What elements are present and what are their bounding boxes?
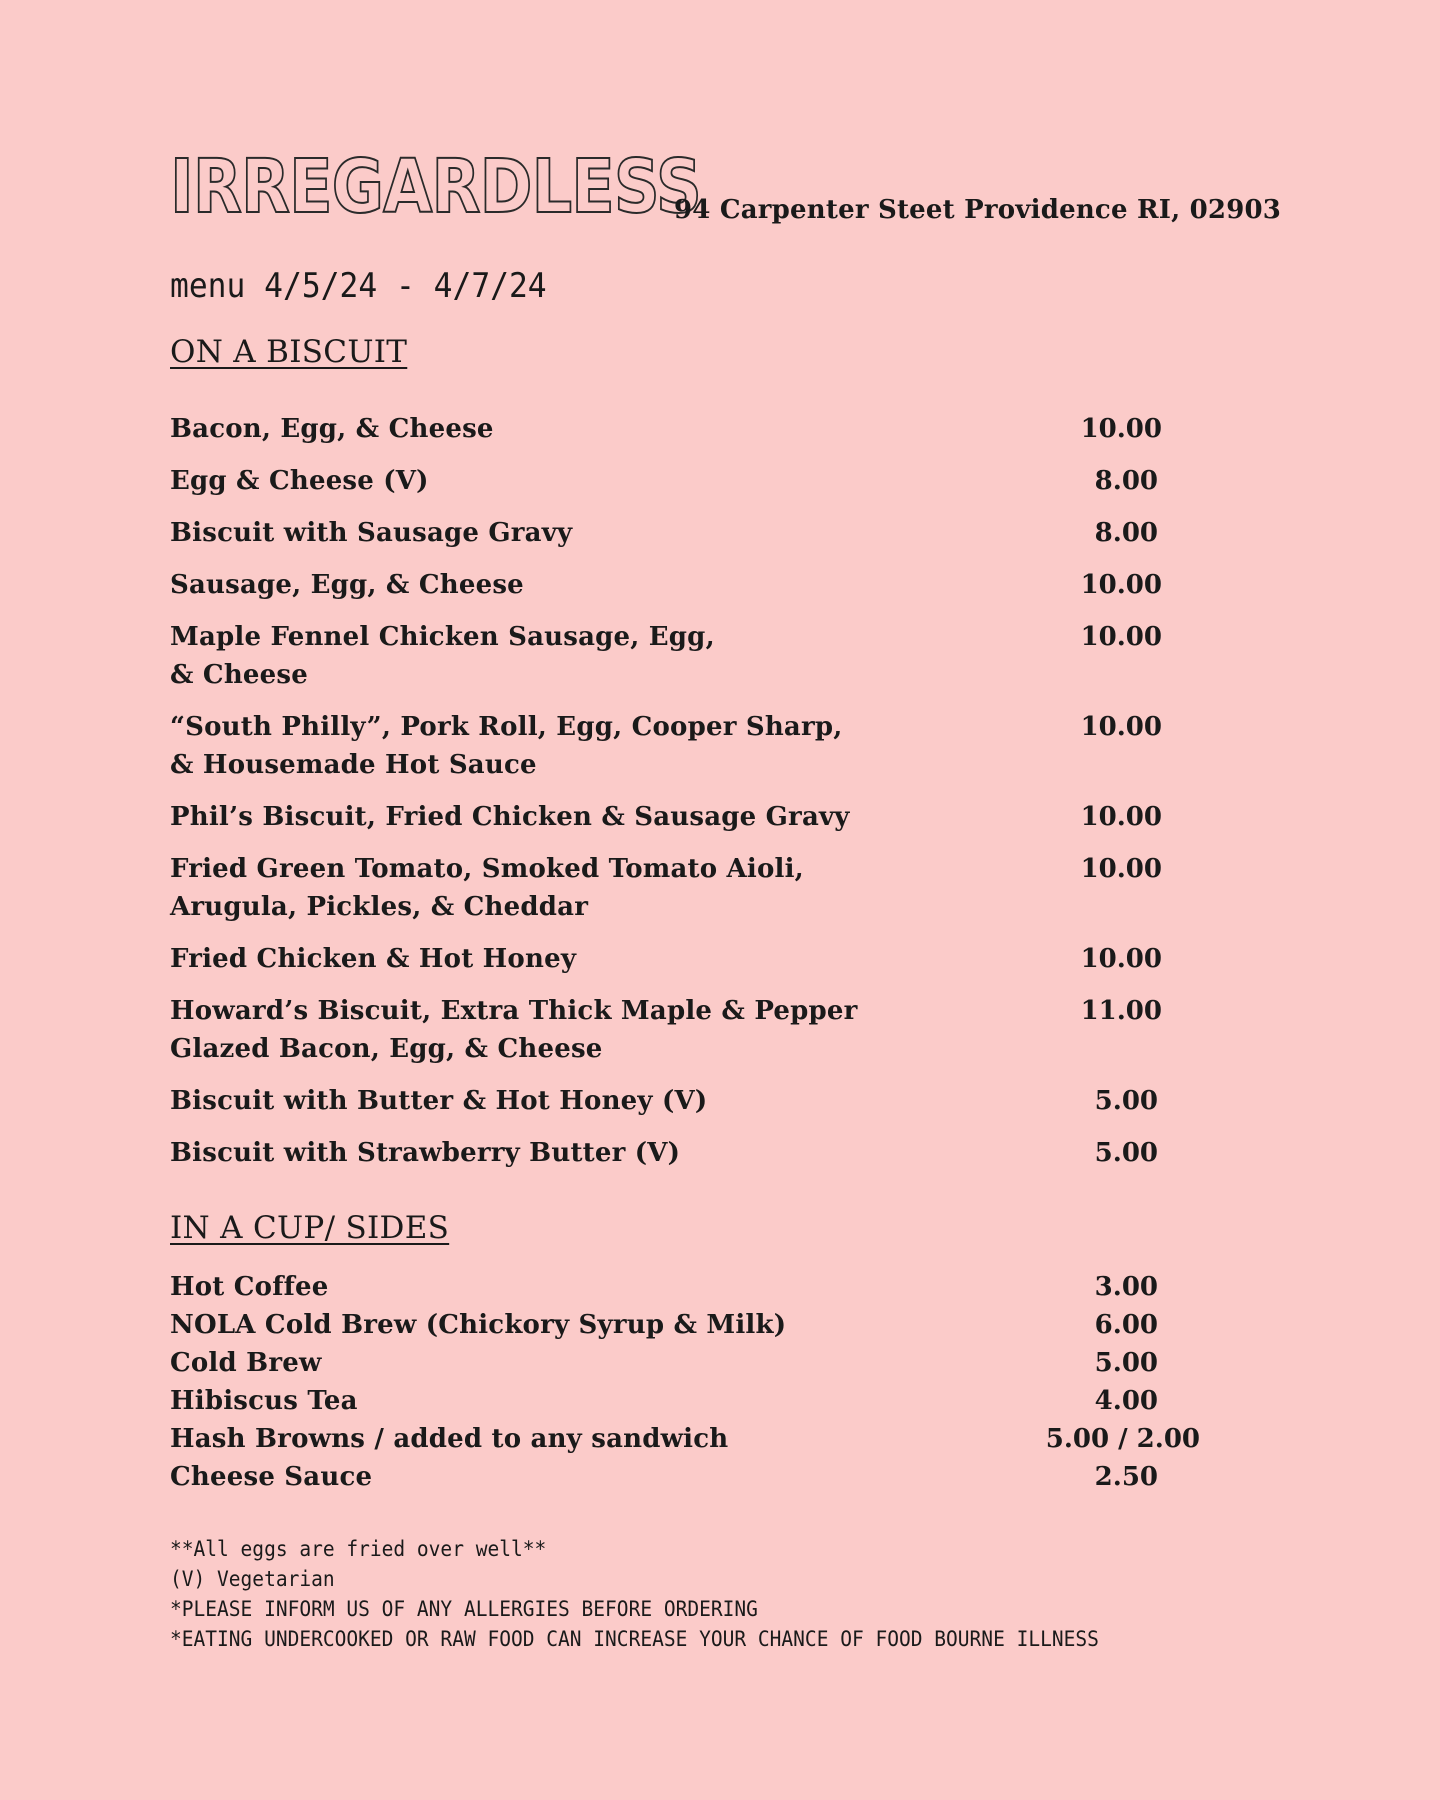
item-price: 8.00 [1094,466,1158,496]
item-name: Fried Green Tomato, Smoked Tomato Aioli, Arugula, Pickles, & Cheddar [170,854,804,922]
item-price: 5.00 [1094,1348,1158,1378]
item-price: 4.00 [1094,1386,1158,1416]
item-price: 2.50 [1094,1462,1158,1492]
item-price: 5.00 / 2.00 [1045,1424,1200,1454]
item-name: Maple Fennel Chicken Sausage, Egg, & Cheese [170,622,715,690]
item-name: NOLA Cold Brew (Chickory Syrup & Milk) [170,1310,787,1340]
note-vegetarian: (V) Vegetarian [170,1567,335,1591]
section-title-on-a-biscuit: ON A BISCUIT [170,334,408,370]
logo-wordmark: IRREGARDLESS [170,144,701,230]
menu-date: menu 4/5/24 - 4/7/24 [170,266,547,306]
item-price: 10.00 [1080,622,1162,652]
item-price: 10.00 [1080,802,1162,832]
item-price: 10.00 [1080,712,1162,742]
item-name: Sausage, Egg, & Cheese [170,570,524,600]
item-name: Hibiscus Tea [170,1386,358,1416]
item-price: 5.00 [1094,1138,1158,1168]
item-price: 5.00 [1094,1086,1158,1116]
item-name: Howard’s Biscuit, Extra Thick Maple & Pepper Glazed Bacon, Egg, & Cheese [170,996,858,1064]
note-allergies: *PLEASE INFORM US OF ANY ALLERGIES BEFORE ORDERING [170,1597,758,1621]
item-name: Fried Chicken & Hot Honey [170,944,577,974]
item-name: Hash Browns / added to any sandwich [170,1424,729,1454]
item-name: Biscuit with Butter & Hot Honey (V) [170,1086,708,1116]
address: 94 Carpenter Steet Providence RI, 02903 [674,195,1282,225]
item-price: 10.00 [1080,414,1162,444]
item-price: 3.00 [1094,1272,1158,1302]
note-undercooked: *EATING UNDERCOOKED OR RAW FOOD CAN INCREASE YOUR CHANCE OF FOOD BOURNE ILLNESS [170,1627,1099,1651]
item-price: 11.00 [1080,996,1162,1026]
item-name: Cheese Sauce [170,1462,373,1492]
item-name: “South Philly”, Pork Roll, Egg, Cooper Sharp, & Housemade Hot Sauce [170,712,843,780]
item-price: 8.00 [1094,518,1158,548]
item-name: Bacon, Egg, & Cheese [170,414,494,444]
item-name: Biscuit with Sausage Gravy [170,518,573,548]
item-price: 10.00 [1080,570,1162,600]
note-eggs: **All eggs are fried over well** [170,1537,547,1561]
item-price: 10.00 [1080,944,1162,974]
section-title-in-a-cup-sides: IN A CUP/ SIDES [170,1210,450,1246]
item-price: 6.00 [1094,1310,1158,1340]
item-name: Biscuit with Strawberry Butter (V) [170,1138,681,1168]
item-name: Phil’s Biscuit, Fried Chicken & Sausage Gravy [170,802,850,832]
footer-notes [170,1534,1169,1654]
item-name: Hot Coffee [170,1272,329,1302]
item-price: 10.00 [1080,854,1162,884]
item-name: Cold Brew [170,1348,322,1378]
item-name: Egg & Cheese (V) [170,466,429,496]
